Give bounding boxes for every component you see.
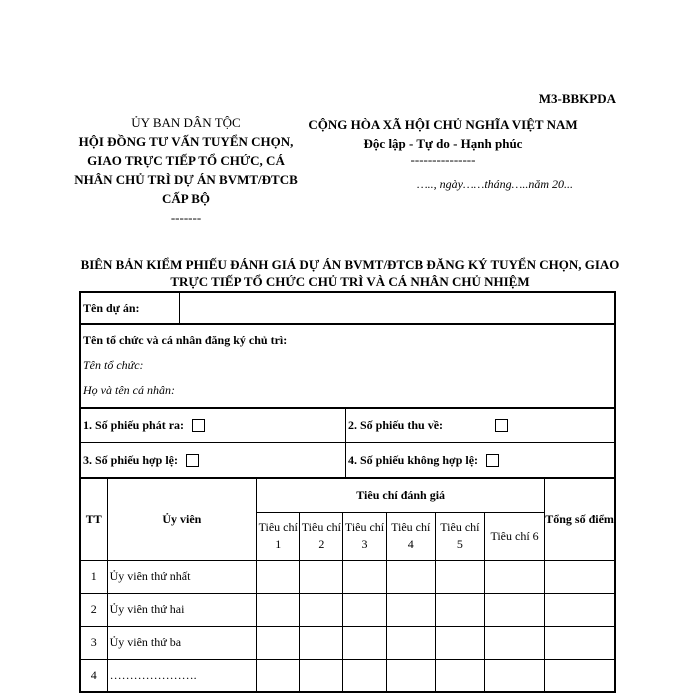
table-row [80,560,615,593]
score-cell[interactable] [386,626,435,659]
project-name-field[interactable] [178,293,614,323]
org-label: Tên tổ chức: [83,358,144,372]
country-name: CỘNG HÒA XÃ HỘI CHỦ NGHĨA VIỆT NAM [308,117,578,132]
member-name: Ủy viên thứ hai [107,593,257,626]
ballots-valid-checkbox[interactable] [186,454,199,467]
national-motto: Độc lập - Tự do - Hạnh phúc [363,136,523,151]
score-table [79,477,616,693]
score-cell[interactable] [386,593,435,626]
org-name: ỦY BAN DÂN TỘC [131,115,241,130]
total-cell[interactable] [545,560,615,593]
right-divider: --------------- [410,152,476,167]
score-cell[interactable] [300,593,343,626]
form-code: M3-BBKPDA [538,91,616,106]
score-cell[interactable] [300,626,343,659]
score-cell[interactable] [343,659,386,692]
issuing-authority [72,113,300,227]
score-cell[interactable] [435,659,484,692]
score-cell[interactable] [257,593,300,626]
score-cell[interactable] [435,593,484,626]
registrant-block [79,323,616,409]
ballots-issued-checkbox[interactable] [192,419,205,432]
criterion-5-header: Tiêu chí 5 [435,512,484,560]
date-line: ….., ngày……tháng…..năm 20... [416,177,573,191]
left-divider: ------- [170,210,202,225]
score-cell[interactable] [300,560,343,593]
score-cell[interactable] [300,659,343,692]
project-name-label: Tên dự án: [83,300,140,315]
score-cell[interactable] [257,626,300,659]
score-cell[interactable] [484,626,544,659]
score-cell[interactable] [484,560,544,593]
row-number: 4 [80,659,107,692]
ballots-valid-label: 3. Số phiếu hợp lệ: [83,452,179,467]
score-cell[interactable] [386,560,435,593]
ballots-issued-label: 1. Số phiếu phát ra: [83,418,185,432]
total-cell[interactable] [545,593,615,626]
project-name-row [79,291,616,325]
criterion-2-header: Tiêu chí 2 [300,512,343,560]
score-cell[interactable] [257,659,300,692]
total-cell[interactable] [545,659,615,692]
score-cell[interactable] [343,626,386,659]
score-cell[interactable] [386,659,435,692]
national-header [283,115,603,167]
ballots-returned-checkbox[interactable] [495,419,508,432]
person-label: Họ và tên cá nhân: [83,383,175,397]
ballots-invalid-checkbox[interactable] [486,454,499,467]
score-cell[interactable] [435,626,484,659]
document-title: BIÊN BẢN KIỂM PHIẾU ĐÁNH GIÁ DỰ ÁN BVMT/ĐTCB ĐĂNG KÝ TUYỂN CHỌN, GIAO TRỰC TIẾP TỔ CHỨC CHỦ TRÌ VÀ CÁ NHÂN CHỦ NHIỆM [80,257,620,289]
member-name: …………………. [107,659,257,692]
row-number: 2 [80,593,107,626]
member-name: Ủy viên thứ ba [107,626,257,659]
score-cell[interactable] [484,659,544,692]
ballots-invalid-label: 4. Số phiếu không hợp lệ: [348,452,479,467]
score-cell[interactable] [257,560,300,593]
ballots-returned-label: 2. Số phiếu thu về: [348,418,444,432]
score-cell[interactable] [435,560,484,593]
criterion-1-header: Tiêu chí 1 [257,512,300,560]
score-cell[interactable] [343,593,386,626]
criterion-4-header: Tiêu chí 4 [386,512,435,560]
criteria-group-header: Tiêu chí đánh giá [257,478,545,512]
col-total: Tổng số điểm [545,478,615,560]
score-cell[interactable] [343,560,386,593]
registrant-heading: Tên tổ chức và cá nhân đăng ký chủ trì: [83,333,288,347]
member-name: Ủy viên thứ nhất [107,560,257,593]
ballot-counts [79,407,616,479]
criterion-3-header: Tiêu chí 3 [343,512,386,560]
row-number: 3 [80,626,107,659]
table-row [80,593,615,626]
table-row [80,659,615,692]
table-row [80,626,615,659]
total-cell[interactable] [545,626,615,659]
council-name: HỘI ĐỒNG TƯ VẤN TUYỂN CHỌN, GIAO TRỰC TIẾP TỔ CHỨC, CÁ NHÂN CHỦ TRÌ DỰ ÁN BVMT/ĐTCB CẤP BỘ [74,134,298,206]
col-member: Ủy viên [107,478,257,560]
criterion-6-header: Tiêu chí 6 [484,512,544,560]
score-cell[interactable] [484,593,544,626]
row-number: 1 [80,560,107,593]
col-tt: TT [80,478,107,560]
